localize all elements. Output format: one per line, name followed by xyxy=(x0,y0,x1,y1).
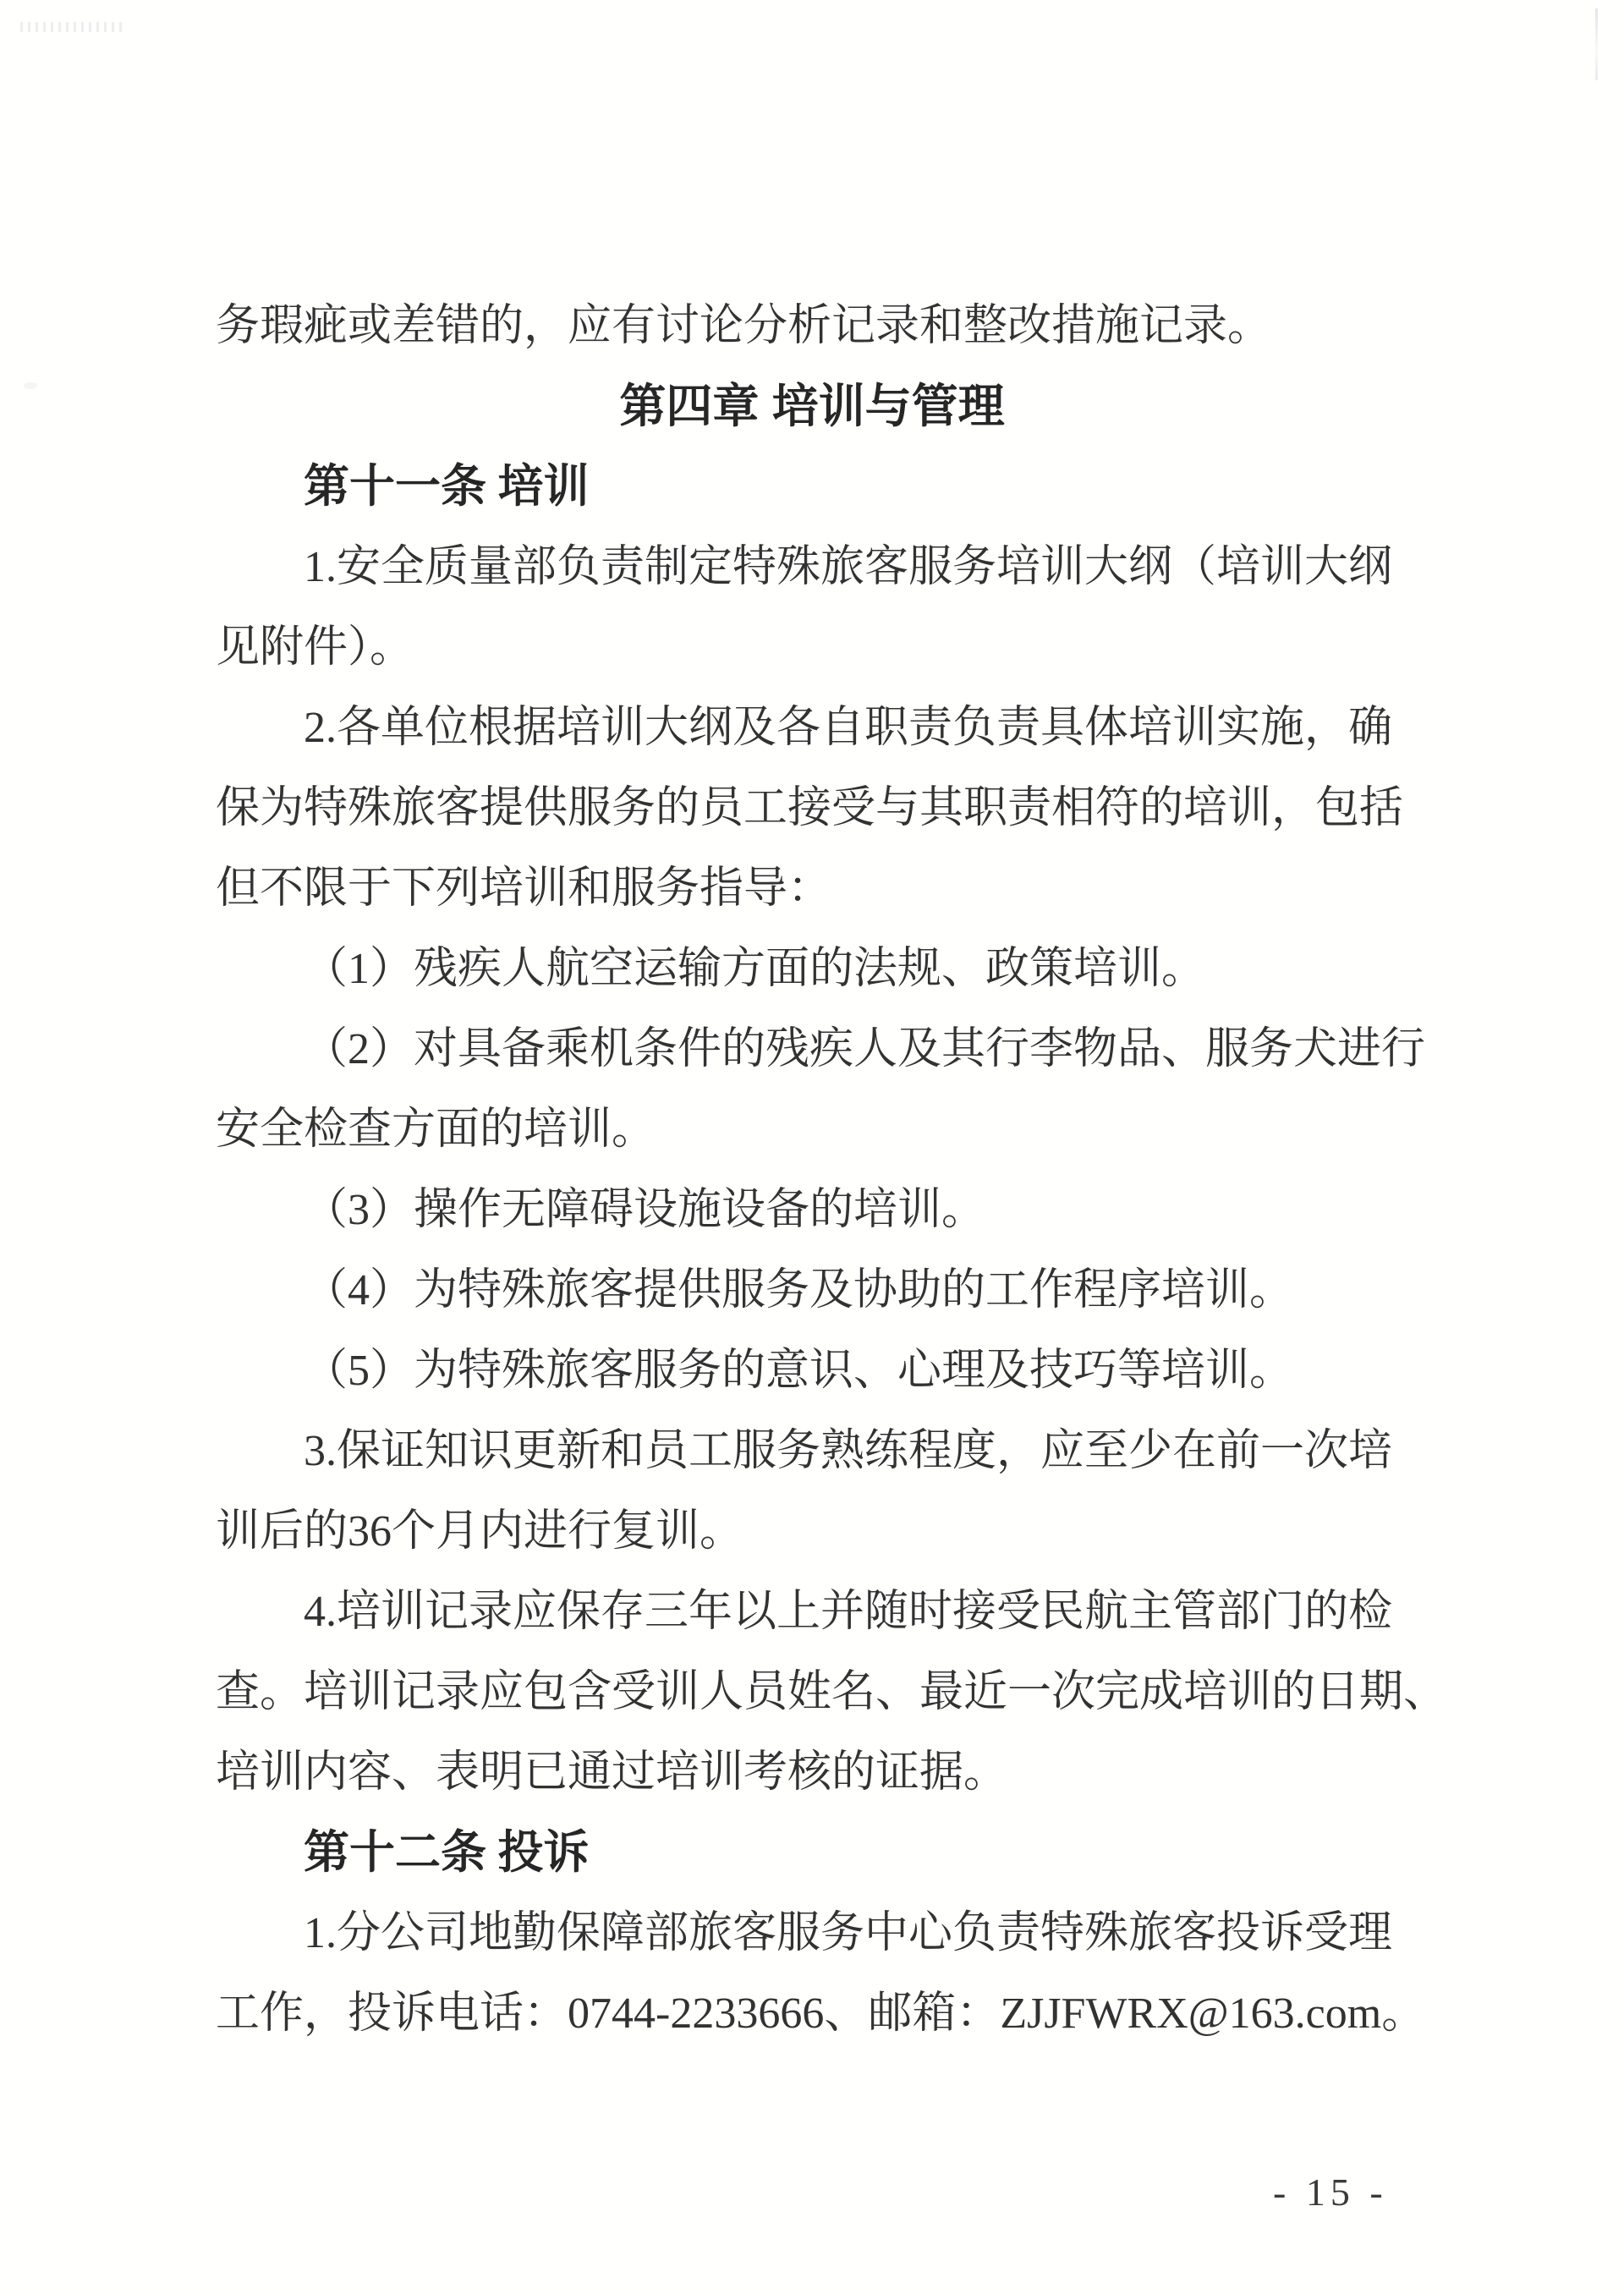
text-line: 3.保证知识更新和员工服务熟练程度，应至少在前一次培 xyxy=(304,1427,1393,1475)
text-line: 查。培训记录应包含受训人员姓名、最近一次完成培训的日期、 xyxy=(216,1668,1448,1716)
text-line: 但不限于下列培训和服务指导： xyxy=(216,864,832,913)
text-line: 安全检查方面的培训。 xyxy=(216,1106,656,1154)
text-line: 务瑕疵或差错的，应有讨论分析记录和整改措施记录。 xyxy=(216,302,1272,350)
text-line: （5）为特殊旅客服务的意识、心理及技巧等培训。 xyxy=(304,1347,1294,1395)
scan-artifact-top-left xyxy=(20,22,122,32)
chapter-heading: 第四章 培训与管理 xyxy=(619,380,1005,432)
text-line: 见附件）。 xyxy=(216,623,414,672)
text-line: （1）残疾人航空运输方面的法规、政策培训。 xyxy=(304,945,1206,993)
text-block xyxy=(0,286,1624,2054)
text-line: 工作，投诉电话：0744-2233666、邮箱：ZJJFWRX@163.com。 xyxy=(216,1989,1426,2038)
text-line: 训后的36个月内进行复训。 xyxy=(216,1507,744,1556)
text-line: 2.各单位根据培训大纲及各自职责负责具体培训实施，确 xyxy=(304,704,1393,752)
text-line: （3）操作无障碍设施设备的培训。 xyxy=(304,1186,986,1234)
scan-artifact-top-right xyxy=(1595,8,1598,80)
text-line: 1.分公司地勤保障部旅客服务中心负责特殊旅客投诉受理 xyxy=(304,1909,1393,1957)
article-heading: 第十二条 投诉 xyxy=(304,1827,590,1878)
text-line: 培训内容、表明已通过培训考核的证据。 xyxy=(216,1748,1008,1797)
page-number: - 15 - xyxy=(1273,2171,1388,2214)
text-line: 1.安全质量部负责制定特殊旅客服务培训大纲（培训大纲 xyxy=(304,543,1393,591)
article-heading: 第十一条 培训 xyxy=(304,461,590,512)
text-line: （4）为特殊旅客提供服务及协助的工作程序培训。 xyxy=(304,1266,1294,1314)
text-line: （2）对具备乘机条件的残疾人及其行李物品、服务犬进行 xyxy=(304,1025,1426,1073)
text-line: 4.培训记录应保存三年以上并随时接受民航主管部门的检 xyxy=(304,1588,1393,1636)
text-line: 保为特殊旅客提供服务的员工接受与其职责相符的培训，包括 xyxy=(216,784,1404,832)
